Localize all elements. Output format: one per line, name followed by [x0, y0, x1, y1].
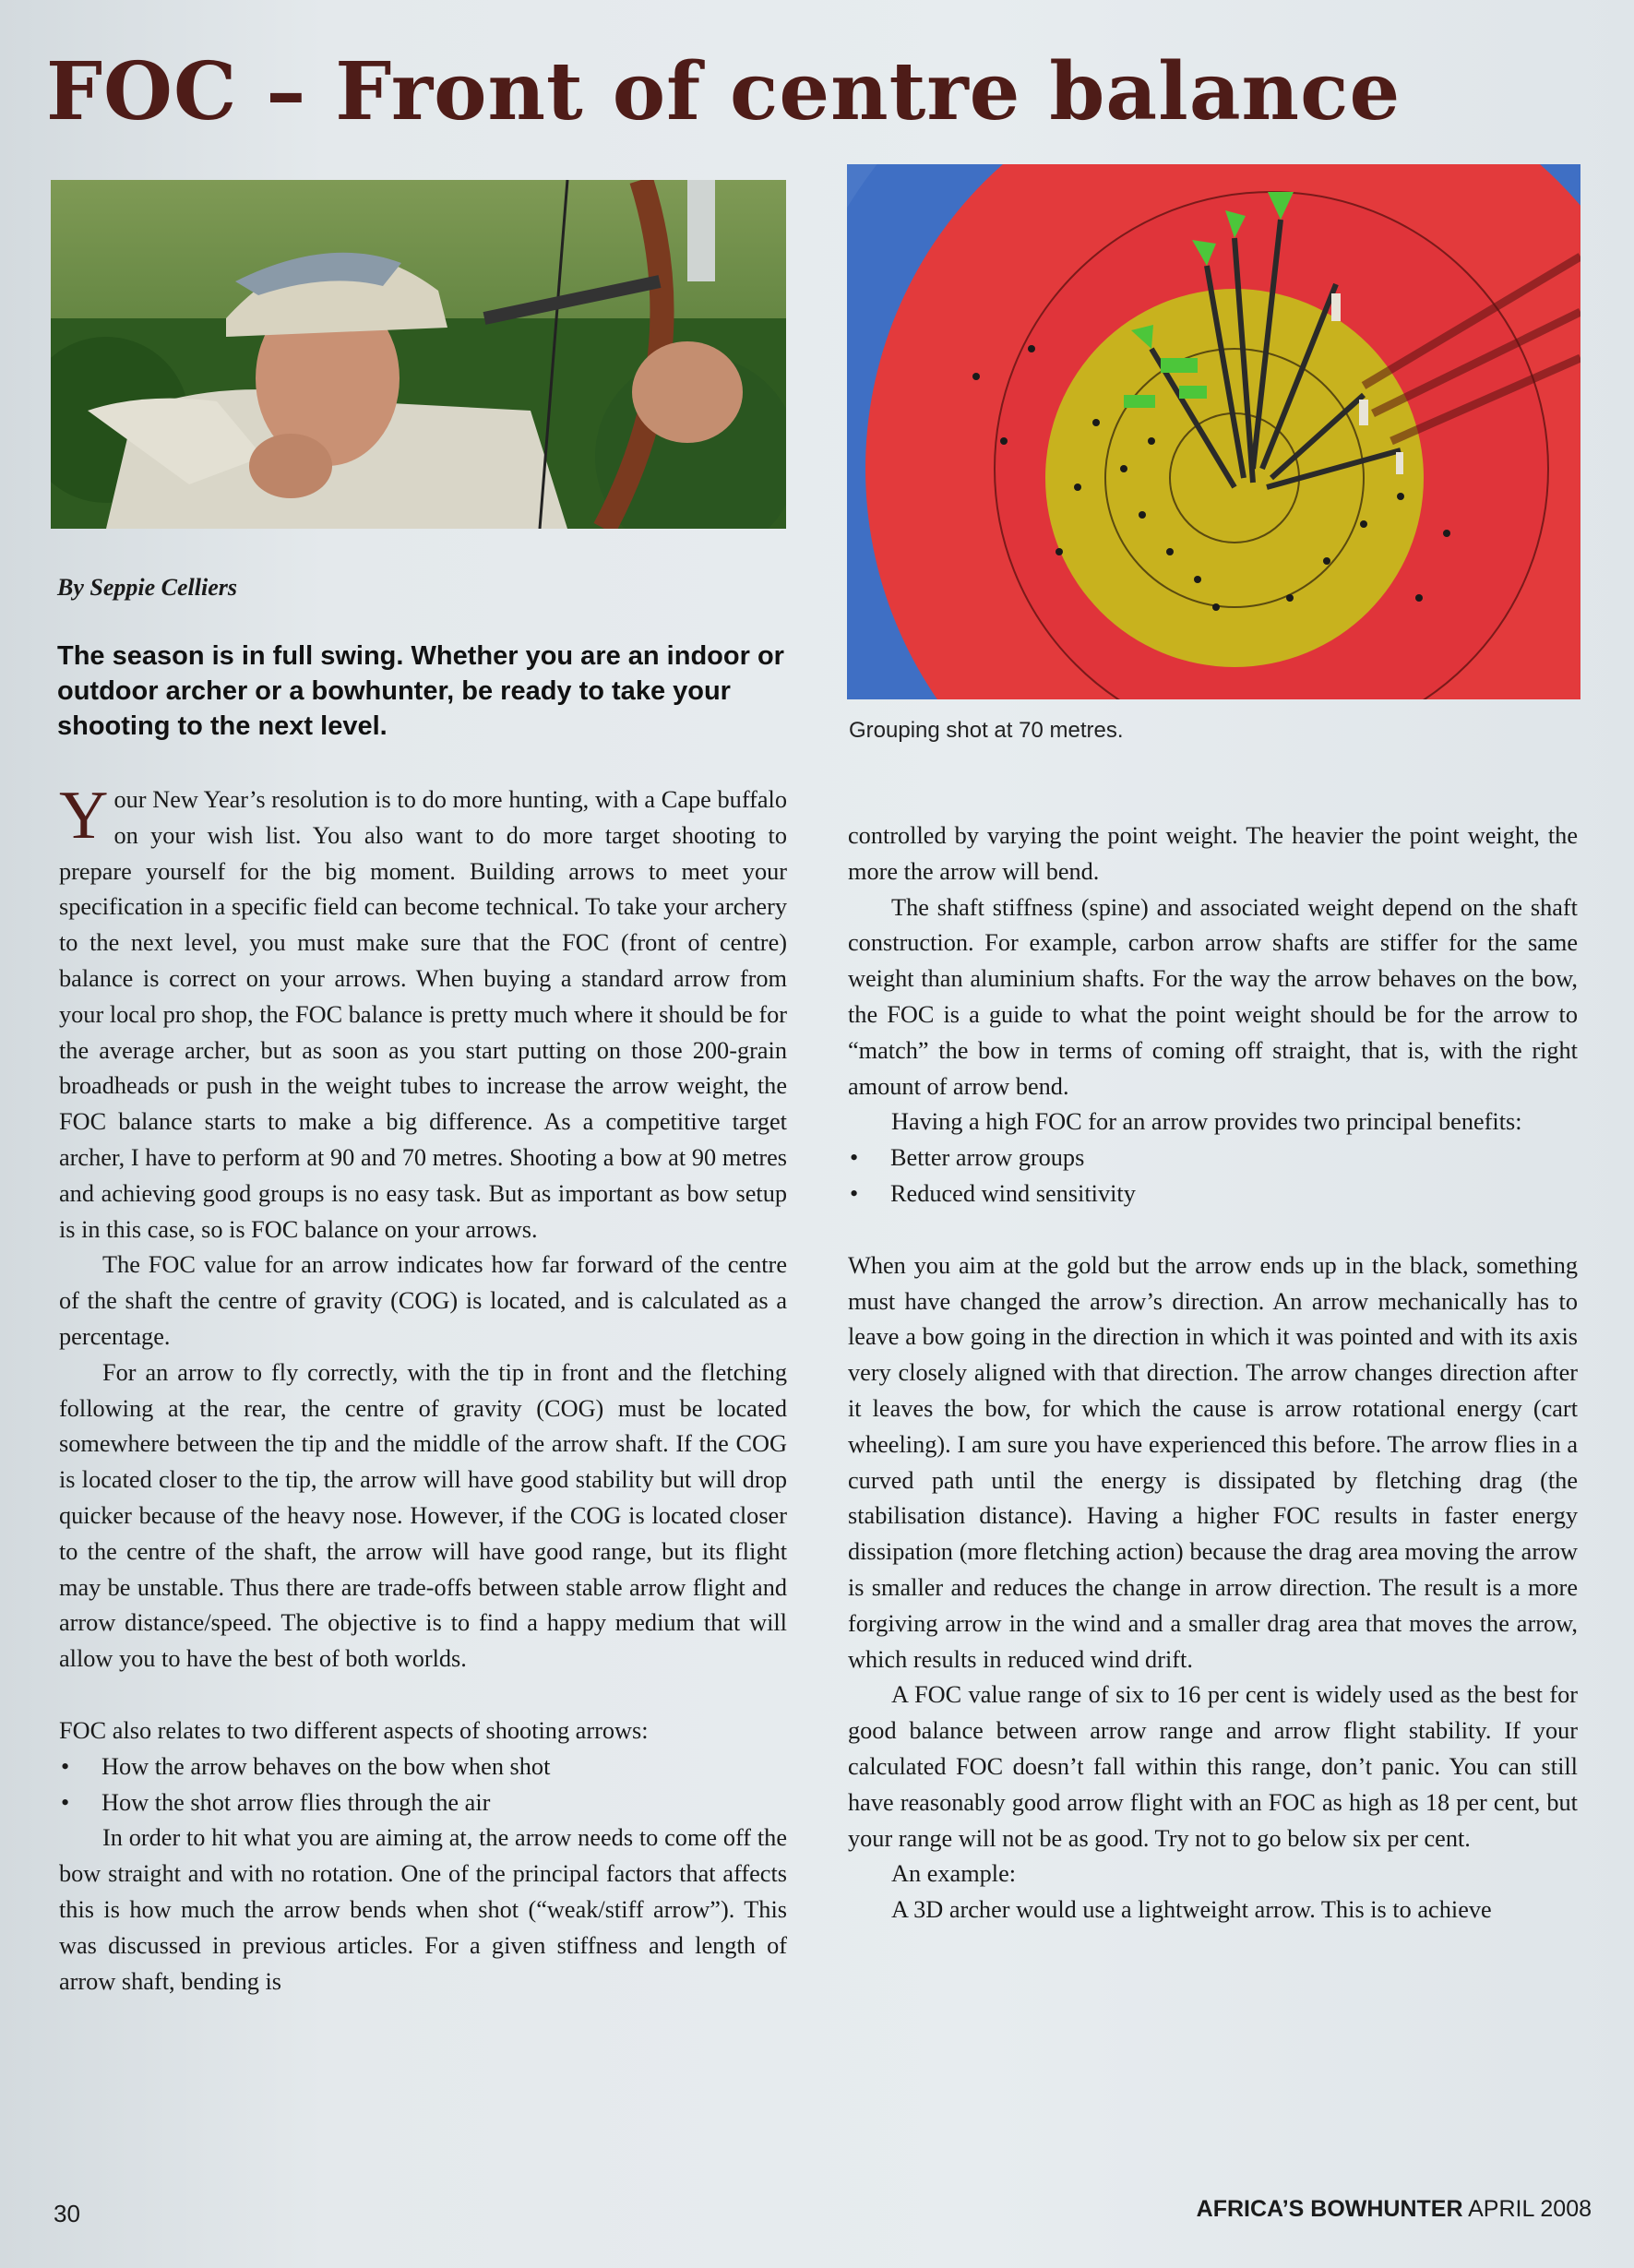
target-photo-art — [847, 164, 1580, 699]
paragraph: An example: — [891, 1860, 1017, 1888]
paragraph: In order to hit what you are aiming at, the arrow needs to come off the bow straight and with no rotation. One of the principal factors that affects this is how much the arrow bends when shot (“weak/stiff arrow”). This was discussed in previous articles. For a given stiffness and length of arrow shaft, bending is — [59, 1824, 787, 1995]
paragraph: The shaft stiffness (spine) and associated weight depend on the shaft construction. For example, carbon arrow shafts are stiffer for the same weight than aluminium shafts. For the way the arrow behaves on the bow, the FOC is a guide to what the point weight should be for the arrow to “match” the bow in terms of coming off straight, that is, with the right amount of arrow bend. — [848, 893, 1578, 1100]
target-photo — [847, 164, 1580, 699]
list-item: • Better arrow groups — [848, 1140, 1578, 1176]
paragraph: The FOC value for an arrow indicates how far forward of the centre of the shaft the centre of gravity (COG) is located, and is calculated as a percentage. — [59, 1251, 787, 1350]
list-item: • How the arrow behaves on the bow when shot — [59, 1749, 787, 1785]
issue-date: APRIL 2008 — [1468, 2196, 1592, 2222]
list-item: • How the shot arrow flies through the air — [59, 1785, 787, 1821]
publication-footer — [1197, 2196, 1592, 2223]
byline: By Seppie Celliers — [57, 574, 237, 601]
archer-photo-art — [51, 180, 786, 529]
publication-name: AFRICA’S BOWHUNTER — [1196, 2196, 1463, 2222]
paragraph — [59, 778, 787, 1247]
paragraph: FOC also relates to two different aspects of shooting arrows: — [59, 1716, 649, 1744]
bullet-list — [848, 1140, 1578, 1212]
archer-photo — [51, 180, 786, 529]
drop-cap: Y — [59, 778, 109, 853]
paragraph: controlled by varying the point weight. The heavier the point weight, the more the arrow will bend. — [848, 822, 1578, 885]
lead-paragraph: The season is in full swing. Whether you are an indoor or outdoor archer or a bowhunter, be ready to take your shooting to the next level. — [57, 641, 784, 741]
right-column — [848, 818, 1578, 1928]
paragraph: When you aim at the gold but the arrow ends up in the black, something must have changed the arrow’s direction. An arrow mechanically has to leave a bow going in the direction in which it was pointed and with its axis very closely aligned with that direction. The arrow changes direction after it leaves the bow, for which the cause is arrow rotational energy (cart wheeling). I am sure you have experienced this before. The arrow flies in a curved path until the energy is dissipated by fletching drag (the stabilisation distance). Having a higher FOC results in faster energy dissipation (more fletching action) because the drag area moving the arrow is smaller and reduces the change in arrow direction. The result is a more forgiving arrow in the wind and a smaller drag area that moves the arrow, which results in reduced wind drift. — [848, 1251, 1578, 1673]
photo-caption: Grouping shot at 70 metres. — [849, 718, 1124, 743]
paragraph: For an arrow to fly correctly, with the tip in front and the fletching following at the rear, the centre of gravity (COG) must be located somewhere between the tip and the middle of the arrow shaft. If the COG is located closer to the tip, the arrow will have good stability but will drop quicker because of the heavy nose. However, if the COG is located closer to the centre of the shaft, the arrow will have good range, but its flight may be unstable. Thus there are trade-offs between stable arrow flight and arrow distance/speed. The objective is to find a happy medium that will allow you to have the best of both worlds. — [59, 1358, 787, 1673]
paragraph-text: our New Year’s resolution is to do more hunting, with a Cape buffalo on your wish list. You also want to do more target shooting to prepare yourself for the big moment. Building arrows to meet your specification in a specific field can become technical. To take your archery to the next level, you must make sure that the FOC (front of centre) balance is correct on your arrows. When buying a standard arrow from your local pro shop, the FOC balance is pretty much where it should be for the average archer, but as soon as you start putting on those 200-grain broadheads or push in the weight tubes to increase the arrow weight, the FOC balance starts to make a big difference. As a competitive target archer, I have to perform at 90 and 70 metres. Shooting a bow at 90 metres and achieving good groups is no easy task. But as important as bow setup is in this case, so is FOC balance on your arrows. — [59, 786, 787, 1243]
paragraph: A 3D archer would use a lightweight arrow. This is to achieve — [891, 1896, 1492, 1924]
bullet-list — [59, 1749, 787, 1821]
paragraph: A FOC value range of six to 16 per cent is widely used as the best for good balance between arrow range and arrow flight stability. If your calculated FOC doesn’t fall within this range, don’t panic. You can still have reasonably good arrow flight with an FOC as high as 18 per cent, but your range will not be as good. Try not to go below six per cent. — [848, 1681, 1578, 1852]
article-title: FOC – Front of centre balance — [46, 45, 1401, 138]
list-item: • Reduced wind sensitivity — [848, 1176, 1578, 1212]
paragraph: Having a high FOC for an arrow provides two principal benefits: — [891, 1108, 1522, 1136]
left-column — [59, 778, 787, 1999]
page-number: 30 — [54, 2200, 80, 2227]
